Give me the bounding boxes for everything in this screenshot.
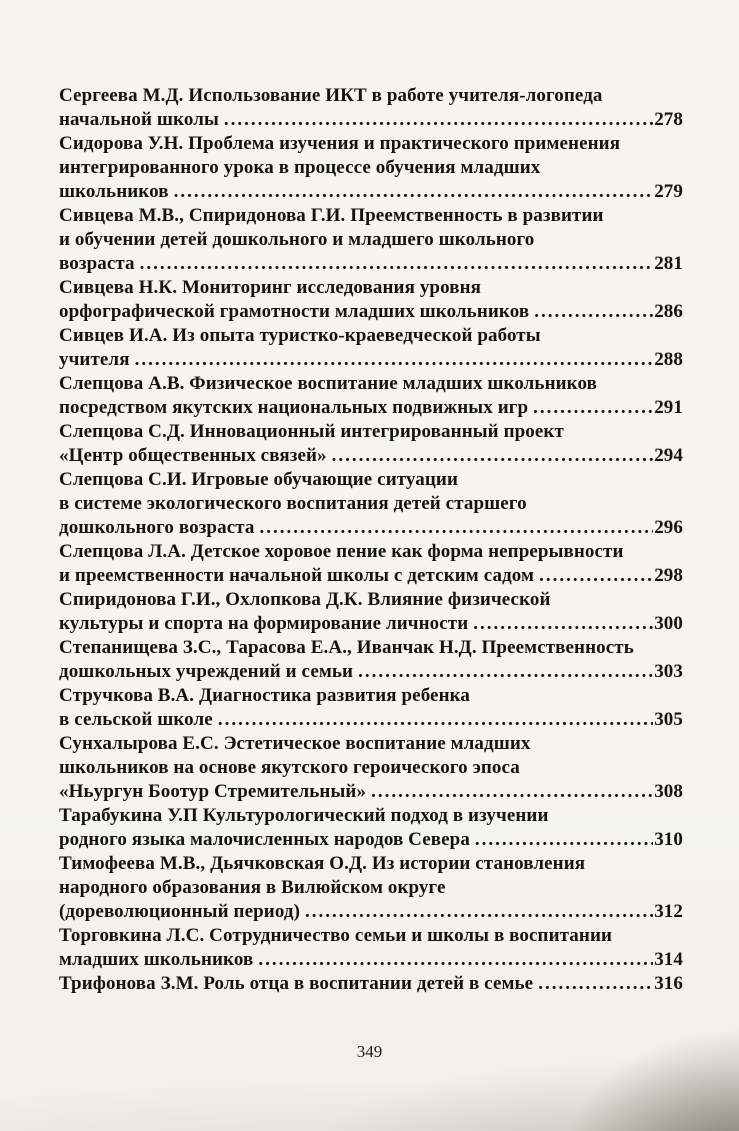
entry-page-number: 296 (654, 517, 683, 538)
entry-authors: Трифонова З.М. (59, 973, 204, 994)
dot-leader (140, 252, 654, 276)
toc-entry (59, 636, 683, 684)
entry-page-number: 281 (654, 253, 683, 274)
toc-entry-line (59, 324, 683, 348)
toc-entry-line (59, 468, 683, 492)
entry-title-text: Диагностика развития ребенка (198, 685, 470, 706)
toc-entry-line (59, 348, 683, 372)
toc-entry-line (59, 156, 683, 180)
toc-entry-line (59, 276, 683, 300)
toc-entry-line (59, 684, 683, 708)
entry-title-text: в системе экологического воспитания детей старшего (59, 493, 527, 514)
entry-page-number: 288 (654, 349, 683, 370)
dot-leader (539, 564, 653, 588)
entry-title-text: Преемственность (481, 637, 634, 658)
entry-title-text: Инновационный интегрированный проект (189, 421, 564, 442)
toc-entry-line (59, 612, 683, 636)
toc-entry (59, 588, 683, 636)
toc-entry-line (59, 948, 683, 972)
entry-title-text: Мониторинг исследования уровня (181, 277, 481, 298)
entry-title-text: Из опыта туристко-краеведческой работы (172, 325, 541, 346)
toc-entry-line (59, 636, 683, 660)
entry-title-text: возраста (59, 253, 135, 274)
entry-title-text: интегрированного урока в процессе обучения младших (59, 157, 541, 178)
entry-title-text: Детское хоровое пение как форма непрерывности (190, 541, 624, 562)
entry-authors: Торговкина Л.С. (59, 925, 210, 946)
toc-entry (59, 972, 683, 996)
entry-title-text: «Ньургун Боотур Стремительный» (59, 781, 367, 802)
entry-page-number: 308 (654, 781, 683, 802)
entry-title-text: Культурологический подход в изучении (202, 805, 549, 826)
toc-entry-line (59, 900, 683, 924)
toc-entry-line (59, 708, 683, 732)
entry-title-text: дошкольного возраста (59, 517, 255, 538)
entry-title-text: учителя (59, 349, 130, 370)
entry-page-number: 300 (654, 613, 683, 634)
toc-entry (59, 924, 683, 972)
entry-authors: Сивцев И.А. (59, 325, 173, 346)
toc-entry-line (59, 300, 683, 324)
dot-leader (475, 828, 653, 852)
toc-entry-line (59, 492, 683, 516)
entry-title-text: родного языка малочисленных народов Севера (59, 829, 470, 850)
toc-entry-line (59, 804, 683, 828)
toc-entry-line (59, 228, 683, 252)
toc-entry-line (59, 564, 683, 588)
entry-authors: Сивцева М.В., Спиридонова Г.И. (59, 205, 351, 226)
entry-title-text: Использование ИКТ в работе учителя-логопеда (188, 85, 603, 106)
toc-entry (59, 684, 683, 732)
toc-entry-line (59, 396, 683, 420)
entry-title-text: и преемственности начальной школы с детским садом (59, 565, 535, 586)
entry-title-text: и обучении детей дошкольного и младшего школьного (59, 229, 535, 250)
entry-page-number: 291 (654, 397, 683, 418)
toc-entry (59, 852, 683, 924)
entry-authors: Сергеева М.Д. (59, 85, 189, 106)
toc-entry-line (59, 444, 683, 468)
entry-title-text: орфографической грамотности младших школьников (59, 301, 530, 322)
entry-page-number: 298 (654, 565, 683, 586)
dot-leader (224, 108, 653, 132)
toc-entry (59, 132, 683, 204)
dot-leader (473, 612, 653, 636)
toc-entry (59, 276, 683, 324)
toc-entry-line (59, 372, 683, 396)
entry-title-text: младших школьников (59, 949, 254, 970)
entry-authors: Слепцова С.Д. (59, 421, 190, 442)
entry-authors: Слепцова С.И. (59, 469, 192, 490)
entry-page-number: 310 (654, 829, 683, 850)
toc-entry-line (59, 588, 683, 612)
toc-entry (59, 204, 683, 276)
entry-page-number: 279 (654, 181, 683, 202)
toc-entry-line (59, 180, 683, 204)
entry-authors: Сидорова У.Н. (59, 133, 189, 154)
entry-title-text: (дореволюционный период) (59, 901, 301, 922)
entry-title-text: Влияние физической (367, 589, 551, 610)
toc-entry (59, 540, 683, 588)
dot-leader (174, 180, 654, 204)
dot-leader (260, 516, 654, 540)
entry-title-text: Эстетическое воспитание младших (223, 733, 531, 754)
entry-title-text: посредством якутских национальных подвижных игр (59, 397, 529, 418)
dot-leader (371, 780, 653, 804)
dot-leader (218, 708, 653, 732)
toc-entry-line (59, 732, 683, 756)
toc-entry-line (59, 876, 683, 900)
toc-entry-line (59, 756, 683, 780)
toc-entry (59, 468, 683, 540)
dot-leader (258, 948, 653, 972)
dot-leader (332, 444, 654, 468)
dot-leader (533, 396, 653, 420)
toc-entry-line (59, 108, 683, 132)
entry-page-number: 278 (654, 109, 683, 130)
entry-page-number: 312 (654, 901, 683, 922)
entry-title-text: Игровые обучающие ситуации (191, 469, 459, 490)
dot-leader (538, 972, 653, 996)
entry-page-number: 286 (654, 301, 683, 322)
entry-title-text: народного образования в Вилюйском округе (59, 877, 446, 898)
entry-title-text: «Центр общественных связей» (59, 445, 327, 466)
entry-title-text: Сотрудничество семьи и школы в воспитании (209, 925, 613, 946)
toc-entry-line (59, 204, 683, 228)
entry-authors: Спиридонова Г.И., Охлопкова Д.К. (59, 589, 368, 610)
entry-page-number: 303 (654, 661, 683, 682)
entry-authors: Тарабукина У.П (59, 805, 203, 826)
dot-leader (358, 660, 653, 684)
dot-leader (534, 300, 653, 324)
toc-entry (59, 420, 683, 468)
entry-authors: Тимофеева М.В., Дьячковская О.Д. (59, 853, 372, 874)
toc-entry-line (59, 420, 683, 444)
dot-leader (305, 900, 653, 924)
entry-title-text: школьников (59, 181, 169, 202)
entry-title-text: Преемственность в развитии (350, 205, 604, 226)
entry-title-text: Из истории становления (371, 853, 586, 874)
entry-page-number: 314 (654, 949, 683, 970)
toc-entry-line (59, 780, 683, 804)
toc-entry (59, 804, 683, 852)
entry-page-number: 316 (654, 973, 683, 994)
toc-entry-line (59, 972, 683, 996)
toc-entry-line (59, 516, 683, 540)
entry-title-text: школьников на основе якутского героического эпоса (59, 757, 520, 778)
entry-authors: Сунхалырова Е.С. (59, 733, 224, 754)
entry-authors: Сивцева Н.К. (59, 277, 182, 298)
toc-entry (59, 732, 683, 804)
toc-entry-line (59, 852, 683, 876)
entry-authors: Слепцова А.В. (59, 373, 190, 394)
toc-entry-line (59, 924, 683, 948)
toc-entry-line (59, 828, 683, 852)
toc-entry-line (59, 252, 683, 276)
entry-title-text: начальной школы (59, 109, 219, 130)
toc-entry-line (59, 540, 683, 564)
dot-leader (135, 348, 654, 372)
toc-entry-line (59, 660, 683, 684)
toc-entry-line (59, 132, 683, 156)
entry-authors: Степанищева З.С., Тарасова Е.А., Иванчак Н.Д. (59, 637, 482, 658)
toc-entry (59, 84, 683, 132)
entry-title-text: культуры и спорта на формирование личности (59, 613, 469, 634)
toc-list (59, 84, 683, 996)
entry-page-number: 294 (654, 445, 683, 466)
toc-entry-line (59, 84, 683, 108)
toc-entry (59, 372, 683, 420)
entry-title-text: в сельской школе (59, 709, 213, 730)
entry-title-text: Проблема изучения и практического применения (188, 133, 621, 154)
entry-title-text: дошкольных учреждений и семьи (59, 661, 354, 682)
entry-title-text: Физическое воспитание младших школьников (189, 373, 597, 394)
page-number: 349 (356, 1042, 383, 1061)
entry-authors: Слепцова Л.А. (59, 541, 191, 562)
entry-title-text: Роль отца в воспитании детей в семье (203, 973, 534, 994)
toc-entry (59, 324, 683, 372)
entry-authors: Стручкова В.А. (59, 685, 199, 706)
entry-page-number: 305 (654, 709, 683, 730)
